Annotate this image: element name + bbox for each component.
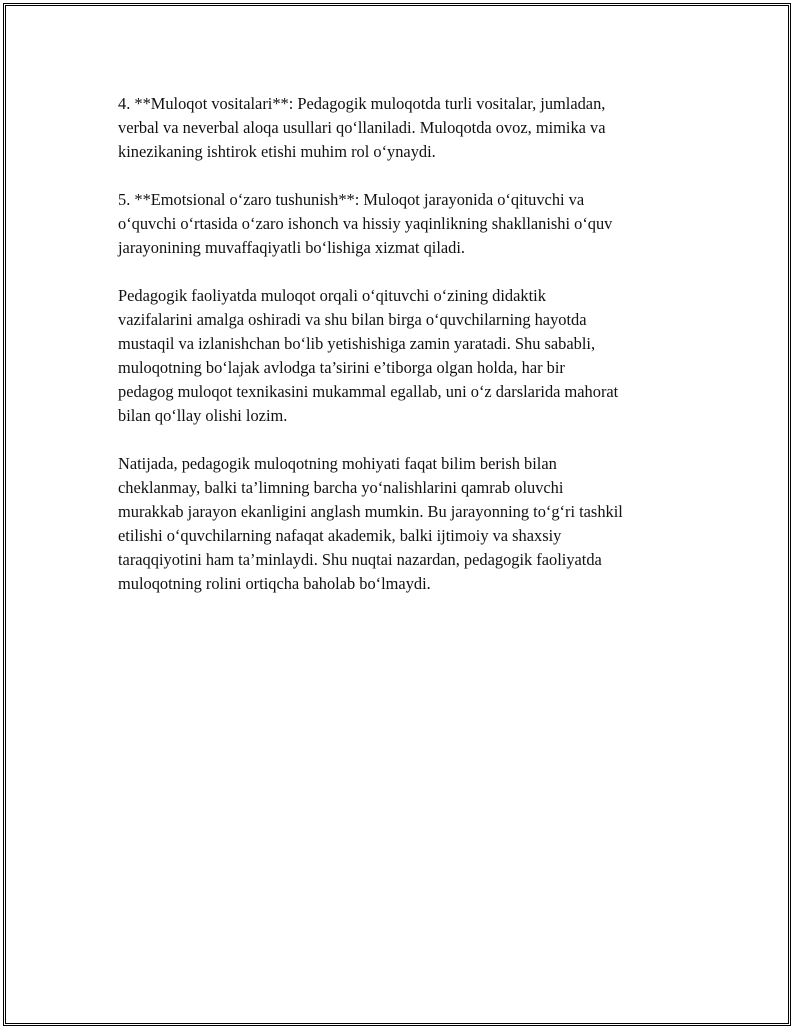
paragraph-emotsional-tushunish: 5. **Emotsional o‘zaro tushunish**: Muloqot jarayonida o‘qituvchi va o‘quvchi o‘rtasida o‘zaro ishonch va hissiy yaqinlikning shakllanishi o‘quv jarayonining muvaffaqiyatli bo‘lishiga xizmat qiladi. [118,190,613,257]
document-body [118,92,693,620]
paragraph-natijada: Natijada, pedagogik muloqotning mohiyati faqat bilim berish bilan cheklanmay, balki ta’limning barcha yo‘nalishlarini qamrab oluvchi murakkab jarayon ekanligini anglash mumkin. Bu jarayonning to‘g‘ri tashkil etilishi o‘quvchilarning nafaqat akademik, balki ijtimoiy va shaxsiy taraqqiyotini ham ta’minlaydi. Shu nuqtai nazardan, pedagogik faoliyatda muloqotning rolini ortiqcha baholab bo‘lmaydi. [118,454,623,593]
paragraph-muloqot-vositalari: 4. **Muloqot vositalari**: Pedagogik muloqotda turli vositalar, jumladan, verbal va neverbal aloqa usullari qo‘llaniladi. Muloqotda ovoz, mimika va kinezikaning ishtirok etishi muhim rol o‘ynaydi. [118,94,606,161]
paragraph-pedagogik-faoliyat: Pedagogik faoliyatda muloqot orqali o‘qituvchi o‘zining didaktik vazifalarini amalga oshiradi va shu bilan birga o‘quvchilarning hayotda mustaqil va izlanishchan bo‘lib yetishishiga zamin yaratadi. Shu sababli, muloqotning bo‘lajak avlodga ta’sirini e’tiborga olgan holda, har bir pedagog muloqot texnikasini mukammal egallab, uni o‘z darslarida mahorat bilan qo‘llay olishi lozim. [118,286,619,425]
